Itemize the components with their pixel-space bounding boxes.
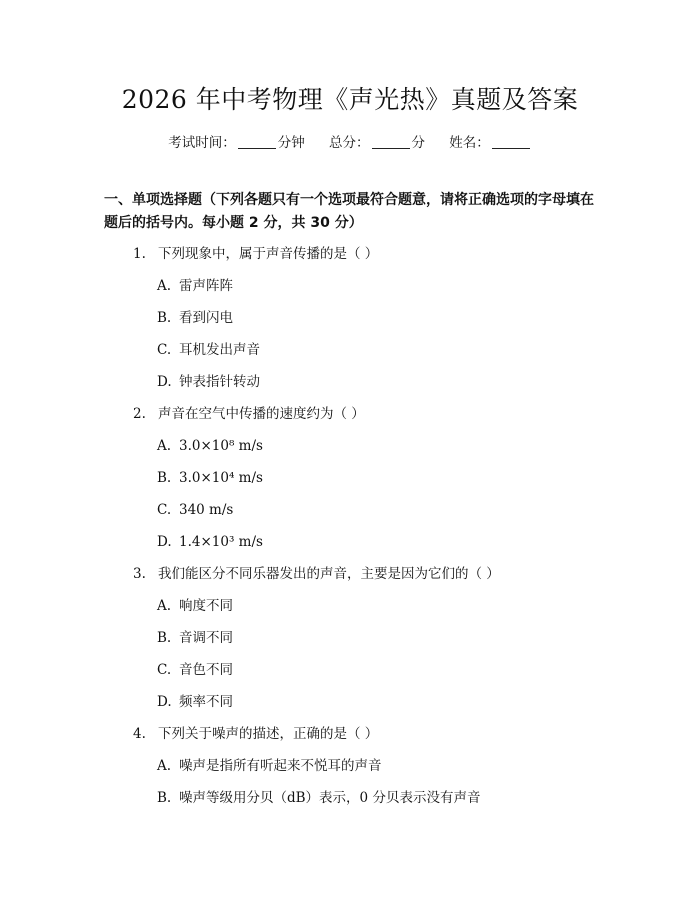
question-1 xyxy=(133,243,378,265)
option-text: 耳机发出声音 xyxy=(179,342,260,358)
question-text: 我们能区分不同乐器发出的声音，主要是因为它们的（ ） xyxy=(158,566,500,582)
option-text: 3.0×10⁸ m/s xyxy=(179,438,263,454)
question-number: 2. xyxy=(133,406,146,422)
option-letter: A. xyxy=(157,598,172,614)
option-letter: A. xyxy=(157,758,172,774)
name-label: 姓名： xyxy=(449,135,490,151)
option-letter: B. xyxy=(157,310,172,326)
option-text: 钟表指针转动 xyxy=(179,374,260,390)
question-number: 1. xyxy=(133,246,146,262)
question-number: 3. xyxy=(133,566,146,582)
option-2-c xyxy=(157,499,233,521)
option-2-a xyxy=(157,435,263,457)
option-text: 雷声阵阵 xyxy=(179,278,233,294)
exam-score xyxy=(329,131,425,151)
option-4-b xyxy=(157,787,480,809)
question-text: 下列关于噪声的描述，正确的是（ ） xyxy=(158,726,379,742)
option-text: 340 m/s xyxy=(179,502,234,518)
option-letter: D. xyxy=(157,534,172,550)
question-3 xyxy=(133,563,500,585)
score-label: 总分： xyxy=(329,135,370,151)
option-4-a xyxy=(157,755,382,777)
option-text: 响度不同 xyxy=(179,598,233,614)
student-name xyxy=(449,131,532,151)
option-letter: B. xyxy=(157,470,172,486)
question-4 xyxy=(133,723,378,745)
question-text: 声音在空气中传播的速度约为（ ） xyxy=(158,406,365,422)
score-blank xyxy=(372,136,410,149)
option-letter: D. xyxy=(157,694,172,710)
option-letter: A. xyxy=(157,278,172,294)
option-text: 音调不同 xyxy=(179,630,233,646)
option-letter: B. xyxy=(157,630,172,646)
time-unit: 分钟 xyxy=(277,135,305,151)
option-letter: C. xyxy=(157,342,172,358)
page-title: 2026 年中考物理《声光热》真题及答案 xyxy=(121,85,579,114)
option-3-c xyxy=(157,659,233,681)
option-1-b xyxy=(157,307,233,329)
option-1-a xyxy=(157,275,233,297)
option-letter: C. xyxy=(157,502,172,518)
option-text: 看到闪电 xyxy=(179,310,233,326)
exam-meta xyxy=(0,131,700,151)
option-3-b xyxy=(157,627,233,649)
section-heading: 一、单项选择题（下列各题只有一个选项最符合题意，请将正确选项的字母填在题后的括号内。每小题 2 分，共 30 分） xyxy=(104,192,594,231)
option-text: 噪声是指所有听起来不悦耳的声音 xyxy=(179,758,382,774)
option-3-a xyxy=(157,595,233,617)
option-text: 1.4×10³ m/s xyxy=(179,534,263,550)
option-letter: C. xyxy=(157,662,172,678)
option-1-d xyxy=(157,371,260,393)
option-1-c xyxy=(157,339,260,361)
time-blank xyxy=(238,136,276,149)
name-blank xyxy=(492,136,530,149)
option-letter: B. xyxy=(157,790,172,806)
question-number: 4. xyxy=(133,726,146,742)
question-text: 下列现象中，属于声音传播的是（ ） xyxy=(158,246,379,262)
option-text: 音色不同 xyxy=(179,662,233,678)
time-label: 考试时间： xyxy=(168,135,236,151)
exam-time xyxy=(168,131,305,151)
option-2-d xyxy=(157,531,263,553)
option-2-b xyxy=(157,467,263,489)
option-3-d xyxy=(157,691,233,713)
option-text: 频率不同 xyxy=(179,694,233,710)
question-2 xyxy=(133,403,365,425)
score-unit: 分 xyxy=(411,135,425,151)
option-letter: A. xyxy=(157,438,172,454)
option-letter: D. xyxy=(157,374,172,390)
option-text: 噪声等级用分贝（dB）表示，0 分贝表示没有声音 xyxy=(179,790,481,806)
option-text: 3.0×10⁴ m/s xyxy=(179,470,263,486)
